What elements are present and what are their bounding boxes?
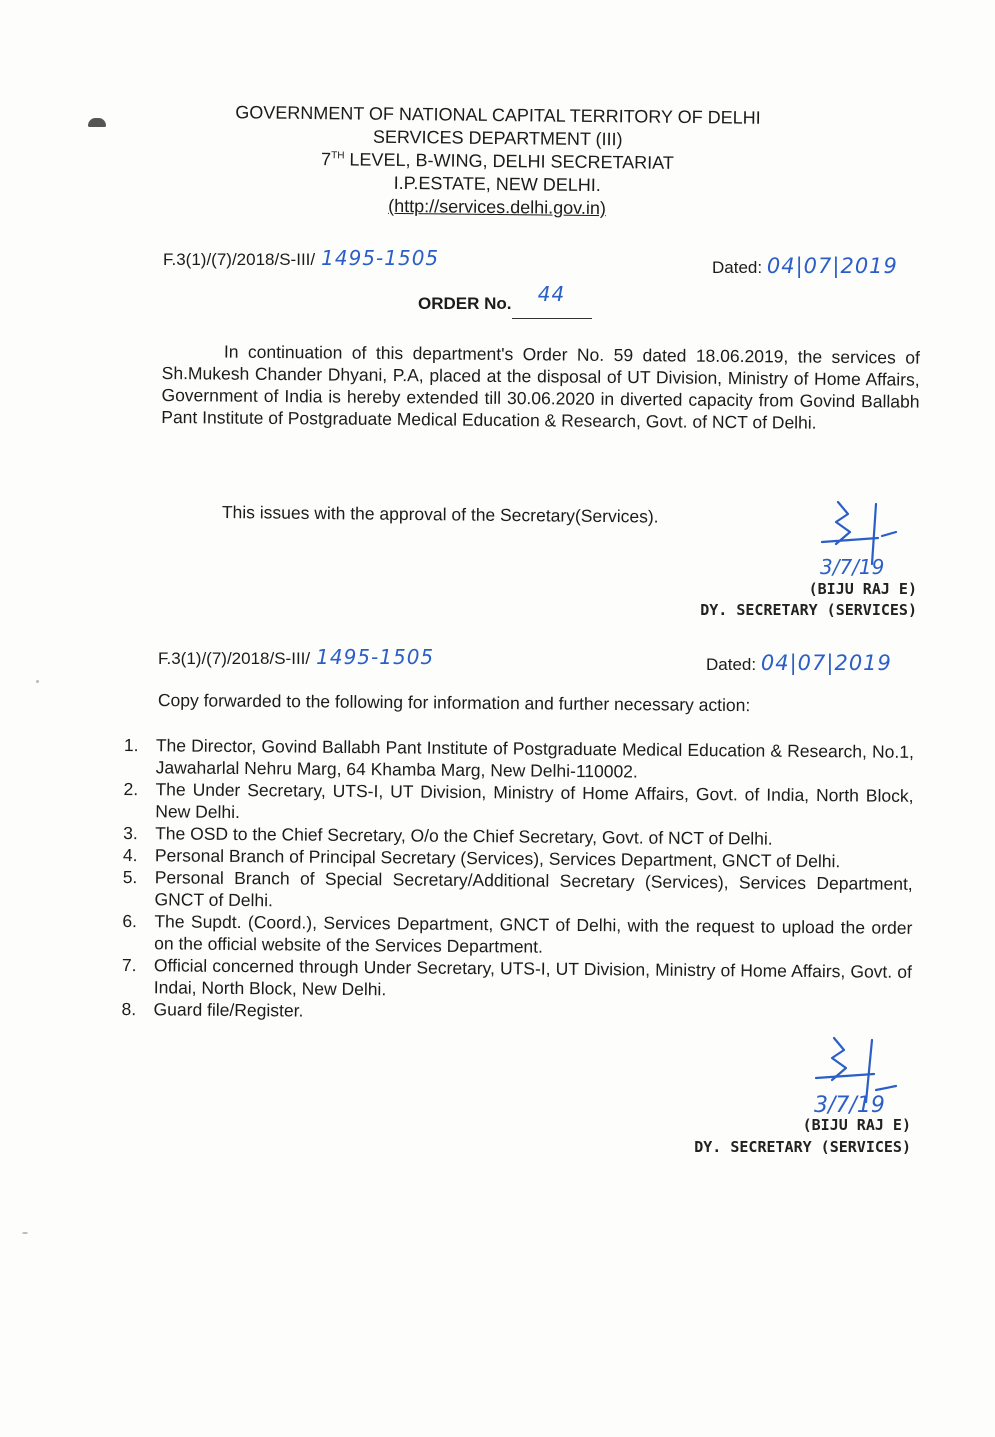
list-item: 7. Official concerned through Under Secretary, UTS-I, UT Division, Ministry of Home Affairs, Govt. of Indai, North Block, New Delhi. (121, 954, 913, 1000)
copy-file-number: F.3(1)/(7)/2018/S-III/ 1495-1505 (158, 645, 435, 669)
scan-mark (22, 1232, 28, 1234)
order-file-number: F.3(1)/(7)/2018/S-III/ 1495-1505 (163, 246, 440, 270)
list-item: 5. Personal Branch of Special Secretary/Additional Secretary (Services), Services Department, GNCT of Delhi. (122, 866, 913, 911)
signatory-name: (BIJU RAJ E) (808, 580, 917, 598)
scan-mark (36, 680, 39, 683)
signature-stroke (882, 532, 896, 536)
header-line-2: SERVICES DEPARTMENT (III) (372, 126, 623, 150)
signature-stroke (832, 1038, 846, 1080)
signature-stroke (876, 1086, 896, 1090)
signature-stroke (822, 538, 878, 542)
list-item: 4. Personal Branch of Principal Secretary (Services), Services Department, GNCT of Delhi. (122, 844, 841, 872)
signature-1 (808, 494, 918, 580)
list-item: 3. The OSD to the Chief Secretary, O/o the Chief Secretary, Govt. of NCT of Delhi. (123, 822, 773, 849)
signatory-title: DY. SECRETARY (SERVICES) (700, 601, 917, 619)
list-item: 1. The Director, Govind Ballabh Pant Institute of Postgraduate Medical Education & Research, No.1, Jawaharlal Nehru Marg, 64 Khamba Marg, New Delhi-110002. (123, 734, 914, 782)
signature-stroke (816, 1074, 874, 1078)
order-number: ORDER No. 44 (418, 290, 592, 315)
signature-2 (800, 1030, 920, 1120)
letterhead (0, 99, 995, 224)
handwritten-file-number: 1495-1505 (321, 246, 440, 270)
header-url: (http://services.delhi.gov.in) (388, 195, 606, 219)
header-line-3: 7TH LEVEL, B-WING, DELHI SECRETARIAT (321, 149, 674, 173)
order-date: Dated: 04|07|2019 (712, 254, 898, 278)
copy-date: Dated: 04|07|2019 (706, 651, 892, 675)
handwritten-file-number: 1495-1505 (316, 645, 435, 669)
signature-date: 3/7/19 (814, 1093, 885, 1118)
copy-intro: Copy forwarded to the following for information and further necessary action: (157, 690, 751, 716)
handwritten-date: 04|07|2019 (766, 254, 898, 278)
header-line-4: I.P.ESTATE, NEW DELHI. (393, 172, 601, 196)
signature-date: 3/7/19 (820, 555, 885, 579)
distribution-list (122, 734, 914, 1027)
approval-line: This issues with the approval of the Secretary(Services). (221, 502, 659, 527)
list-item: 8. Guard file/Register. (121, 998, 304, 1021)
list-item: 2. The Under Secretary, UTS-I, UT Division, Ministry of Home Affairs, Govt. of India, North Block, New Delhi. (123, 778, 914, 823)
signatory-title: DY. SECRETARY (SERVICES) (694, 1138, 911, 1156)
header-line-1: GOVERNMENT OF NATIONAL CAPITAL TERRITORY OF DELHI (235, 102, 761, 128)
signature-stroke (836, 502, 850, 544)
handwritten-date: 04|07|2019 (760, 651, 892, 675)
list-item: 6. The Supdt. (Coord.), Services Department, GNCT of Delhi, with the request to upload the order on the official website of the Services Department. (122, 910, 913, 957)
order-body: In continuation of this department's Order No. 59 dated 18.06.2019, the services of Sh.Mukesh Chander Dhyani, P.A, placed at the disposal of UT Division, Ministry of Home Affairs, Government of India is hereby extended till 30.06.2020 in diverted capacity from Govind Ballabh Pant Institute of Postgraduate Medical Education & Research, Govt. of NCT of Delhi. (161, 341, 920, 433)
signatory-name: (BIJU RAJ E) (802, 1116, 911, 1134)
